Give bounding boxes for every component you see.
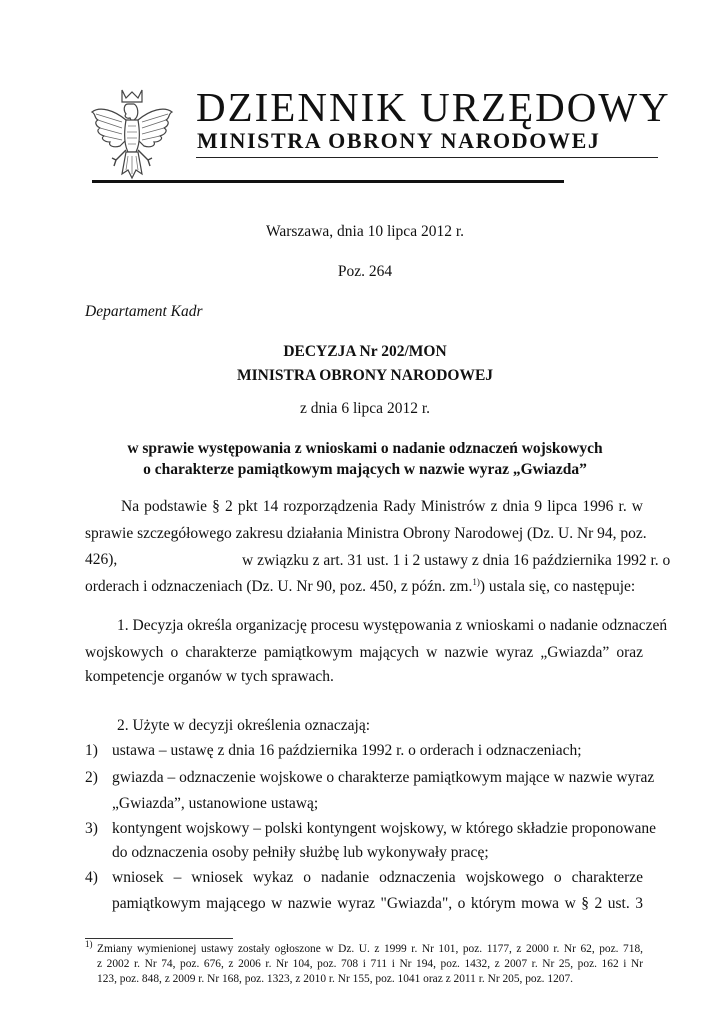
definition-4-number: 4) (85, 869, 98, 886)
definition-4-line-2: pamiątkowym mającego w nazwie wyraz "Gwiazda", o którym mowa w § 2 ust. 3 (112, 895, 643, 912)
decision-date: z dnia 6 lipca 2012 r. (300, 400, 430, 417)
department-name: Departament Kadr (85, 303, 203, 320)
para2-intro: 2. Użyte w decyzji określenia oznaczają: (117, 717, 371, 734)
decision-subject-line-2: o charakterze pamiątkowym mających w nazwie wyraz „Gwiazda” (143, 461, 587, 478)
decision-number: DECYZJA Nr 202/MON (283, 343, 447, 360)
definition-3-line-1: kontyngent wojskowy – polski kontyngent wojskowy, w którego składzie proponowane (112, 820, 657, 837)
footnote-line-1 (85, 939, 643, 957)
definition-1-line-1: ustawa – ustawę z dnia 16 października 1992 r. o orderach i odznaczeniach; (112, 742, 582, 759)
position-number: Poz. 264 (337, 263, 393, 280)
intro-line-4 (85, 577, 635, 597)
place-date: Warszawa, dnia 10 lipca 2012 r. (265, 223, 465, 240)
intro-line-3a: 426), (85, 551, 118, 568)
definition-2-number: 2) (85, 769, 98, 786)
decision-issuer: MINISTRA OBRONY NARODOWEJ (236, 367, 494, 384)
definition-4-line-1: wniosek – wniosek wykaz o nadanie odznaczenia wojskowego o charakterze (112, 869, 643, 886)
footnote-reference: 1) (472, 576, 480, 587)
intro-line-4-tail: ) ustala się, co następuje: (479, 578, 636, 595)
masthead-divider-thick (92, 180, 564, 183)
footnote-line-2: z 2002 r. Nr 74, poz. 676, z 2006 r. Nr 104, poz. 708 i 711 i Nr 194, poz. 1432, z 2007 r. Nr 25, poz. 162 i Nr (97, 958, 643, 970)
para1-line-1: 1. Decyzja określa organizację procesu występowania z wnioskami o nadanie odznaczeń (117, 617, 668, 634)
footnote-divider (85, 938, 233, 939)
definition-3-line-2: do odznaczenia osoby pełniły służbę lub wykonywały pracę; (112, 844, 489, 861)
intro-line-3b: w związku z art. 31 ust. 1 i 2 ustawy z dnia 16 października 1992 r. o (242, 552, 671, 569)
masthead-subtitle: MINISTRA OBRONY NARODOWEJ (197, 128, 601, 153)
masthead-title: DZIENNIK URZĘDOWY (196, 84, 671, 130)
footnote-line-1-text: Zmiany wymienionej ustawy zostały ogłoszone w Dz. U. z 1999 r. Nr 101, poz. 1177, z 2000 r. Nr 62, poz. 718, (92, 943, 643, 955)
masthead-divider-thin (196, 157, 658, 158)
footnote-line-3: 123, poz. 848, z 2009 r. Nr 168, poz. 1323, z 2010 r. Nr 155, poz. 1041 oraz z 2011 r. Nr 205, poz. 1207. (97, 973, 574, 985)
decision-subject-line-1: w sprawie występowania z wnioskami o nadanie odznaczeń wojskowych (127, 440, 603, 457)
para1-line-3: kompetencje organów w tych sprawach. (85, 668, 334, 685)
para1-line-2: wojskowych o charakterze pamiątkowym mających w nazwie wyraz „Gwiazda” oraz (85, 644, 643, 661)
intro-line-4-text: orderach i odznaczeniach (Dz. U. Nr 90, poz. 450, z późn. zm. (85, 578, 473, 595)
intro-line-1: Na podstawie § 2 pkt 14 rozporządzenia Rady Ministrów z dnia 9 lipca 1996 r. w (121, 498, 643, 515)
definition-2-line-1: gwiazda – odznaczenie wojskowe o charakterze pamiątkowym mające w nazwie wyraz (112, 769, 655, 786)
definition-2-line-2: „Gwiazda”, ustanowione ustawą; (112, 795, 319, 812)
polish-eagle-emblem-icon (88, 86, 176, 182)
definition-3-number: 3) (85, 820, 98, 837)
definition-1-number: 1) (85, 742, 98, 759)
intro-line-2: sprawie szczegółowego zakresu działania Ministra Obrony Narodowej (Dz. U. Nr 94, poz. (85, 525, 647, 542)
footnote-marker: 1) (85, 939, 93, 950)
